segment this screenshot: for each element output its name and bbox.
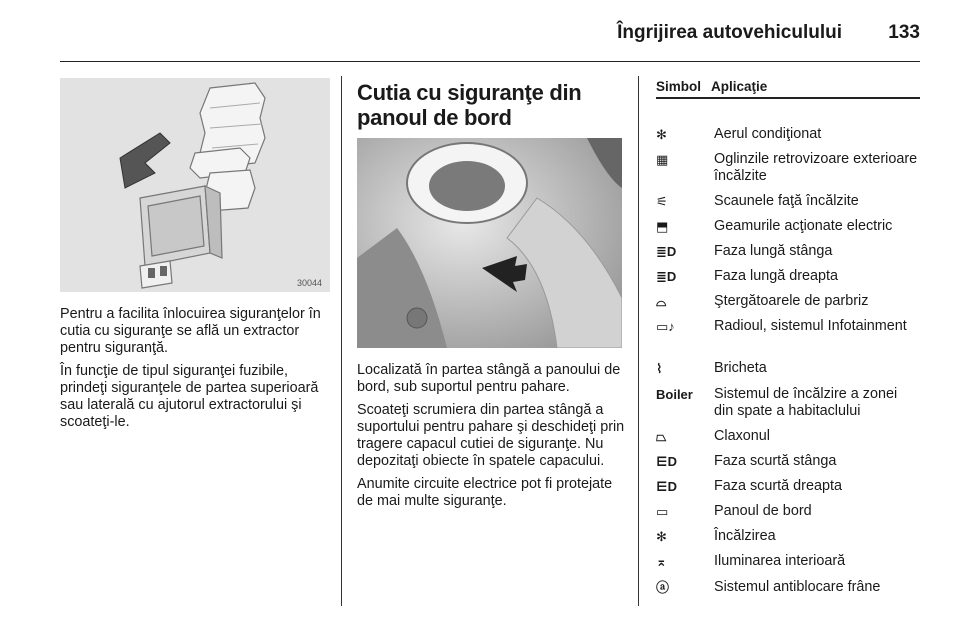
column-divider-2 [638, 76, 639, 606]
low-beam-right-icon: ⋿D [656, 479, 678, 494]
application-text: Geamurile acţionate electric [714, 218, 893, 234]
application-text: Panoul de bord [714, 503, 812, 519]
table-row [656, 553, 920, 570]
table-row [656, 293, 920, 310]
application-text: Oglinzile retrovizoare exterioare încălzite [714, 151, 918, 184]
high-beam-left-icon: ≣D [656, 244, 677, 259]
heated-seat-icon: ⚟ [656, 194, 668, 209]
application-text: Radioul, sistemul Infotainment [714, 318, 907, 334]
middle-text [357, 362, 627, 516]
application-text: Aerul condiţionat [714, 126, 822, 142]
table-row [656, 151, 920, 185]
table-row [656, 453, 920, 470]
application-text: Faza lungă dreapta [714, 268, 839, 284]
lighter-icon: ⌇ [656, 361, 663, 376]
table-row [656, 428, 920, 445]
application-text: Iluminarea interioară [714, 553, 846, 569]
table-header [656, 79, 920, 99]
application-text: Bricheta [714, 360, 767, 376]
wiper-icon: ⌓ [656, 294, 667, 309]
table-row [656, 218, 920, 235]
paragraph: Pentru a facilita înlocuirea siguranţelor în cutia cu siguranţe se află un extractor pentru siguranţă. [60, 306, 321, 356]
fuse-extractor-illustration [60, 78, 330, 292]
radio-icon: ▭♪ [656, 319, 675, 334]
air-conditioning-icon: ✻ [656, 127, 667, 142]
paragraph: Localizată în partea stângă a panoului de bord, sub suportul pentru pahare. [357, 362, 621, 395]
table-row [656, 193, 920, 210]
header-rule [60, 61, 920, 62]
instrument-panel-icon: ▭ [656, 504, 669, 519]
application-text: Claxonul [714, 428, 770, 444]
table-row [656, 579, 920, 596]
fuse-extractor-drawing [60, 78, 330, 292]
table-row [656, 243, 920, 260]
paragraph: Anumite circuite electrice pot fi protejate de mai multe siguranţe. [357, 476, 613, 509]
column-divider-1 [341, 76, 342, 606]
table-row [656, 503, 920, 520]
heated-mirror-icon: ▦ [656, 152, 669, 167]
application-text: Faza scurtă stânga [714, 453, 837, 469]
interior-light-icon: ⌅ [656, 554, 667, 569]
application-text: Faza lungă stânga [714, 243, 833, 259]
header-application: Aplicaţie [711, 79, 768, 94]
paragraph: În funcţie de tipul siguranţei fuzibile, prindeţi siguranţele de partea superioară sau laterală cu ajutorul extractorului şi scoateţi-le. [60, 363, 319, 430]
application-text: Faza scurtă dreapta [714, 478, 842, 494]
table-row [656, 478, 920, 495]
table-row [656, 268, 920, 285]
figure-number: 30044 [296, 278, 322, 288]
heating-icon: ✻ [656, 529, 667, 544]
application-text: Scaunele faţă încălzite [714, 193, 859, 209]
application-text: Ştergătoarele de parbriz [714, 293, 869, 309]
section-title: Cutia cu siguranţe din panoul de bord [357, 80, 582, 130]
header-title: Îngrijirea autovehiculului [617, 22, 842, 43]
symbol-text: Boiler [656, 387, 693, 402]
left-text [60, 306, 332, 437]
power-window-icon: ⬒ [656, 219, 669, 234]
table-row [656, 360, 920, 377]
table-row [656, 528, 920, 545]
fuse-table [656, 79, 920, 595]
table-row [656, 318, 920, 335]
paragraph: Scoateţi scrumiera din partea stângă a suportului pentru pahare şi deschideţi prin tragere capacul cutiei de siguranţe. Nu depozitaţi obiecte în spatele capacului. [357, 402, 625, 469]
page-number: 133 [888, 22, 920, 43]
application-text: Sistemul de încălzire a zonei din spate a habitaclului [714, 386, 898, 419]
instrument-panel-drawing [357, 138, 622, 348]
instrument-panel-photo [357, 138, 622, 348]
low-beam-left-icon: ⋿D [656, 454, 678, 469]
abs-icon: ⓐ [656, 580, 670, 595]
header-symbol: Simbol [656, 79, 702, 94]
high-beam-right-icon: ≣D [656, 269, 677, 284]
horn-icon: ⏢ [656, 429, 667, 444]
table-row [656, 386, 920, 420]
application-text: Sistemul antiblocare frâne [714, 579, 881, 595]
application-text: Încălzirea [714, 528, 776, 544]
table-row [656, 126, 920, 143]
